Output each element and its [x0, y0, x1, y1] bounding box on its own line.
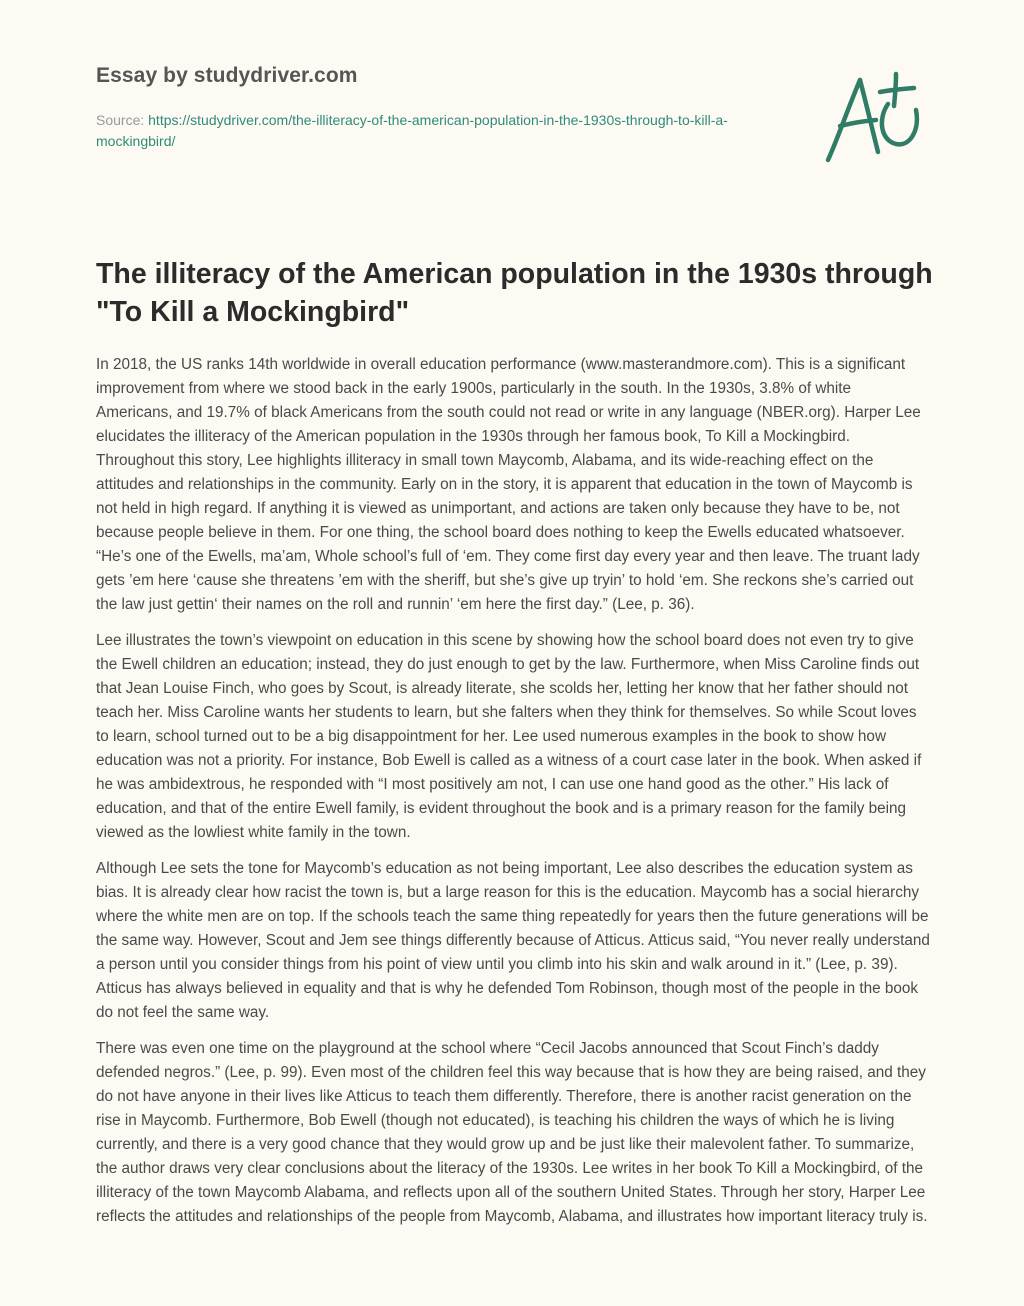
essay-paragraph: There was even one time on the playground at the school where “Cecil Jacobs announced that Scout Finch’s daddy defended negros.” (Lee, p. 99). Even most of the children feel this way because that is how they are being raised, and they do not have anyone in their lives like Atticus to teach them differently. Therefore, there is another racist generation on the rise in Maycomb. Furthermore, Bob Ewell (though not educated), is teaching his children the ways of which he is living currently, and there is a very good chance that they would grow up and be just like their malevolent father. To summarize, the author draws very clear conclusions about the literacy of the 1930s. Lee writes in her book To Kill a Mockingbird, of the illiteracy of the town Maycomb Alabama, and reflects upon all of the southern United States. Through her story, Harper Lee reflects the attitudes and relationships of the people from Maycomb, Alabama, and illustrates how important literacy truly is.: [96, 1040, 928, 1225]
a-plus-logo-icon: [818, 68, 928, 168]
essay-paragraph: Although Lee sets the tone for Maycomb’s education as not being important, Lee also describes the education system as bias. It is already clear how racist the town is, but a large reason for this is the education. Maycomb has a social hierarchy where the white men are on top. If the schools teach the same thing repeatedly for years then the future generations will be the same way. However, Scout and Jem see things differently because of Atticus. Atticus said, “You never really understand a person until you consider things from his point of view until you climb into his skin and walk around in it.” (Lee, p. 39). Atticus has always believed in equality and that is why he defended Tom Robinson, though most of the people in the book do not feel the same way.: [96, 860, 930, 1021]
source-label: Source:: [96, 112, 145, 128]
essay-body: [96, 353, 930, 1241]
essay-paragraph: Lee illustrates the town’s viewpoint on education in this scene by showing how the school board does not even try to give the Ewell children an education; instead, they do just enough to get by the law. Furthermore, when Miss Caroline finds out that Jean Louise Finch, who goes by Scout, is already literate, she scolds her, letting her know that her father should not teach her. Miss Caroline wants her students to learn, but she falters when they think for themselves. So while Scout loves to learn, school turned out to be a big disappointment for her. Lee used numerous examples in the book to show how education was not a priority. For instance, Bob Ewell is called as a witness of a court case later in the book. When asked if he was ambidextrous, he responded with “I most positively am not, I can use one hand good as the other.” His lack of education, and that of the entire Ewell family, is evident throughout the book and is a primary reason for the family being viewed as the lowliest white family in the town.: [96, 632, 922, 841]
essay-paragraph: In 2018, the US ranks 14th worldwide in overall education performance (www.masterandmore.com). This is a significant improvement from where we stood back in the early 1900s, particularly in the south. In the 1930s, 3.8% of white Americans, and 19.7% of black Americans from the south could not read or write in any language (NBER.org). Harper Lee elucidates the illiteracy of the American population in the 1930s through her famous book, To Kill a Mockingbird. Throughout this story, Lee highlights illiteracy in small town Maycomb, Alabama, and its wide-reaching effect on the attitudes and relationships in the community. Early on in the story, it is apparent that education in the town of Maycomb is not held in high regard. If anything it is viewed as unimportant, and actions are taken only because they have to be, not because people believe in them. For one thing, the school board does nothing to keep the Ewells educated whatsoever. “He’s one of the Ewells, ma’am, Whole school’s full of ‘em. They come first day every year and then leave. The truant lady gets ’em here ‘cause she threatens ’em with the sheriff, but she’s give up tryin’ to hold ‘em. She reckons she’s carried out the law just gettin‘ their names on the roll and runnin’ ‘em here the first day.” (Lee, p. 36).: [96, 356, 921, 613]
essay-title: The illiteracy of the American population in the 1930s through "To Kill a Mockingbird": [96, 258, 933, 328]
source-link[interactable]: https://studydriver.com/the-illiteracy-of-the-american-population-in-the-1930s-through-to-kill-a-mockingbird/: [96, 112, 728, 149]
a-plus-logo: [818, 68, 928, 168]
source-line: [96, 110, 736, 152]
site-brand: Essay by studydriver.com: [96, 64, 358, 87]
